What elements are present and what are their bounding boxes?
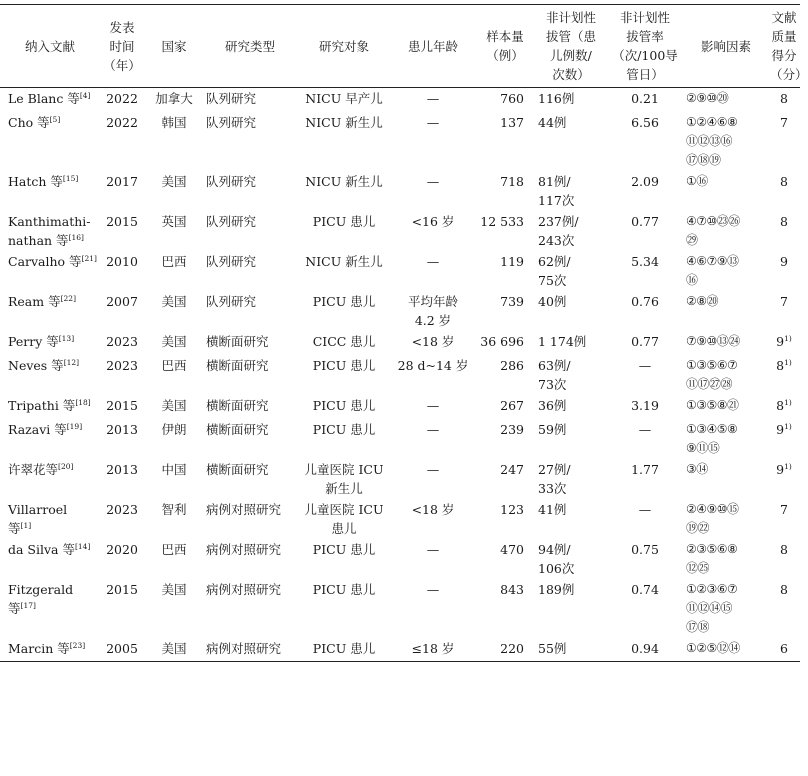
cell-rate: 3.19 — [631, 397, 659, 413]
cell-year: 2017 — [106, 173, 138, 189]
cell-subject: PICU 患儿 — [312, 640, 376, 656]
citation-ref: [23] — [69, 640, 86, 650]
cell-subject: 儿童医院 ICU 患儿 — [304, 501, 384, 536]
cell-year: 2015 — [106, 397, 138, 413]
table-row — [0, 331, 800, 355]
table-row — [0, 539, 800, 579]
score-note: 1) — [784, 357, 792, 367]
header-subject: 研究对象 — [318, 38, 369, 54]
cell-year: 2015 — [106, 213, 138, 229]
cell-sample: 267 — [500, 397, 524, 413]
cell-study: da Silva 等[14] — [8, 541, 91, 557]
cell-country: 巴西 — [161, 541, 187, 557]
cell-factors: ①②③⑥⑦ ⑪⑫⑭⑮ ⑰⑱ — [686, 581, 738, 634]
cell-score: 8 — [780, 91, 788, 106]
cell-score: 9$^{1)}$ — [776, 421, 792, 437]
table-row — [0, 579, 800, 638]
citation-ref: [19] — [66, 421, 83, 431]
cell-score: 8$^{1)}$ — [776, 397, 792, 413]
cell-rate: 0.76 — [631, 293, 659, 309]
cell-age: ≤18 岁 — [411, 640, 455, 656]
cell-type: 病例对照研究 — [206, 501, 282, 517]
cell-age: — — [426, 541, 440, 557]
citation-ref: [17] — [20, 600, 36, 610]
cell-rate: 0.75 — [631, 541, 659, 557]
cell-year: 2005 — [106, 640, 138, 656]
cell-factors: ①⑯ — [686, 173, 708, 188]
cell-type: 横断面研究 — [206, 461, 269, 477]
cell-score: 8 — [780, 581, 788, 597]
cell-subject: PICU 患儿 — [312, 213, 376, 229]
cell-country: 中国 — [161, 461, 187, 477]
cell-sample: 220 — [500, 640, 524, 656]
cell-type: 队列研究 — [206, 293, 257, 309]
header-score: 文献 质量 得分 （分） — [770, 10, 808, 82]
cell-sample: 137 — [500, 114, 524, 130]
cell-sample: 718 — [500, 173, 524, 189]
cell-subject: NICU 新生儿 — [305, 114, 383, 130]
cell-factors: ②④⑨⑩⑮ ⑲㉒ — [686, 501, 739, 535]
cell-subject: PICU 患儿 — [312, 421, 376, 437]
cell-ue: 41例 — [538, 501, 567, 517]
cell-factors: ④⑦⑩㉓㉖ ㉙ — [686, 213, 740, 247]
cell-ue: 94例/ 106次 — [538, 541, 575, 576]
cell-age: — — [426, 581, 440, 597]
cell-sample: 119 — [500, 253, 524, 269]
table-row — [0, 112, 800, 171]
cell-ue: 55例 — [538, 640, 567, 656]
cell-rate: 5.34 — [631, 253, 659, 269]
cell-country: 美国 — [161, 640, 187, 656]
citation-ref: [18] — [75, 397, 91, 407]
citation-ref: [5] — [49, 114, 61, 124]
cell-score: 9$^{1)}$ — [776, 461, 792, 477]
cell-sample: 286 — [500, 357, 524, 373]
cell-factors: ①②④⑥⑧ ⑪⑫⑬⑯ ⑰⑱⑲ — [686, 114, 738, 167]
cell-year: 2020 — [106, 541, 138, 557]
cell-year: 2007 — [106, 293, 138, 309]
cell-factors: ②⑧⑳ — [686, 293, 719, 308]
cell-factors: ①②⑤⑫⑭ — [686, 640, 740, 655]
cell-ue: 59例 — [538, 421, 567, 437]
cell-study: 许翠花等[20] — [8, 461, 74, 477]
cell-subject: PICU 患儿 — [312, 581, 376, 597]
cell-study: Fitzgerald 等[17] — [8, 581, 74, 616]
cell-year: 2023 — [106, 501, 138, 517]
cell-ue: 237例/ 243次 — [538, 213, 579, 248]
cell-age: — — [426, 253, 440, 269]
cell-factors: ③⑭ — [686, 461, 708, 476]
cell-subject: CICC 患儿 — [312, 333, 376, 349]
citation-ref: [16] — [68, 232, 84, 242]
cell-rate: 0.77 — [631, 213, 659, 229]
cell-score: 9 — [780, 253, 788, 269]
cell-score: 7 — [780, 293, 788, 309]
cell-rate: 1.77 — [631, 461, 659, 477]
score-note: 1) — [784, 461, 792, 471]
cell-age: 平均年龄 4.2 岁 — [407, 293, 458, 328]
cell-year: 2013 — [106, 461, 138, 477]
cell-score: 7 — [780, 501, 788, 517]
cell-rate: 0.21 — [631, 91, 659, 106]
cell-country: 美国 — [161, 397, 187, 413]
cell-country: 加拿大 — [155, 91, 193, 106]
cell-type: 横断面研究 — [206, 333, 269, 349]
header-row — [0, 5, 800, 88]
cell-subject: NICU 新生儿 — [305, 173, 383, 189]
cell-subject: NICU 新生儿 — [305, 253, 383, 269]
cell-year: 2022 — [106, 91, 138, 106]
cell-year: 2013 — [106, 421, 138, 437]
header-sample: 样本量 （例） — [486, 29, 524, 63]
citation-ref: [15] — [62, 173, 79, 183]
literature-table — [0, 4, 808, 662]
cell-rate: 2.09 — [631, 173, 659, 189]
table-row — [0, 291, 800, 331]
cell-sample: 36 696 — [480, 333, 524, 349]
cell-year: 2023 — [106, 333, 138, 349]
cell-rate: 0.94 — [631, 640, 659, 656]
cell-factors: ①③④⑤⑧ ⑨⑪⑮ — [686, 421, 738, 455]
cell-sample: 470 — [500, 541, 524, 557]
cell-age: — — [426, 421, 440, 437]
cell-score: 6 — [780, 640, 788, 656]
cell-study: Neves 等[12] — [8, 357, 80, 373]
cell-rate: 0.77 — [631, 333, 659, 349]
header-country: 国家 — [161, 38, 187, 54]
cell-ue: 62例/ 75次 — [538, 253, 571, 288]
cell-score: 7 — [780, 114, 788, 130]
cell-ue: 189例 — [538, 581, 575, 597]
cell-age: <16 岁 — [411, 213, 455, 229]
cell-subject: NICU 早产儿 — [305, 91, 383, 106]
cell-study: Tripathi 等[18] — [8, 397, 91, 413]
cell-age: — — [426, 397, 440, 413]
cell-rate: — — [638, 357, 652, 373]
cell-subject: PICU 患儿 — [312, 357, 376, 373]
header-ue: 非计划性 拔管（患 儿例数/ 次数） — [545, 10, 596, 82]
cell-study: Razavi 等[19] — [8, 421, 83, 437]
cell-country: 美国 — [161, 333, 187, 349]
cell-sample: 760 — [500, 91, 524, 106]
cell-study: Ream 等[22] — [8, 293, 76, 309]
cell-study: Carvalho 等[21] — [8, 253, 97, 269]
score-note: 1) — [784, 421, 792, 431]
citation-ref: [12] — [63, 357, 80, 367]
cell-ue: 36例 — [538, 397, 567, 413]
cell-rate: — — [638, 421, 652, 437]
cell-type: 病例对照研究 — [206, 541, 282, 557]
cell-rate: 0.74 — [631, 581, 659, 597]
cell-sample: 123 — [500, 501, 524, 517]
cell-score: 9$^{1)}$ — [776, 333, 792, 349]
header-year: 发表 时间 （年） — [103, 19, 141, 73]
cell-type: 队列研究 — [206, 173, 257, 189]
cell-score: 8 — [780, 173, 788, 189]
cell-country: 英国 — [161, 213, 187, 229]
cell-ue: 1 174例 — [538, 333, 587, 349]
cell-study: Perry 等[13] — [8, 333, 75, 349]
cell-type: 病例对照研究 — [206, 581, 282, 597]
cell-study: Villarroel 等[1] — [8, 501, 68, 536]
citation-ref: [4] — [79, 90, 91, 100]
header-rate: 非计划性 拔管率 （次/100导 管日） — [612, 10, 678, 82]
cell-sample: 739 — [500, 293, 524, 309]
cell-age: — — [426, 114, 440, 130]
cell-ue: 27例/ 33次 — [538, 461, 571, 496]
cell-type: 横断面研究 — [206, 421, 269, 437]
cell-ue: 44例 — [538, 114, 567, 130]
score-note: 1) — [784, 333, 792, 343]
cell-ue: 116例 — [538, 91, 575, 106]
cell-year: 2015 — [106, 581, 138, 597]
cell-subject: PICU 患儿 — [312, 397, 376, 413]
cell-country: 美国 — [161, 293, 187, 309]
cell-age: — — [426, 461, 440, 477]
cell-ue: 63例/ 73次 — [538, 357, 571, 392]
cell-score: 8$^{1)}$ — [776, 357, 792, 373]
table-row — [0, 638, 800, 662]
cell-study: Marcin 等[23] — [8, 640, 86, 656]
cell-rate: — — [638, 501, 652, 517]
cell-factors: ②③⑤⑥⑧ ⑫㉕ — [686, 541, 738, 575]
cell-country: 伊朗 — [161, 421, 187, 437]
table-row — [0, 459, 800, 499]
cell-factors: ④⑥⑦⑨⑬ ⑯ — [686, 253, 739, 287]
citation-ref: [20] — [58, 461, 74, 471]
cell-country: 巴西 — [161, 253, 187, 269]
citation-ref: [13] — [58, 333, 75, 343]
cell-type: 队列研究 — [206, 213, 257, 229]
cell-year: 2022 — [106, 114, 138, 130]
citation-ref: [21] — [81, 253, 97, 263]
cell-study: Le Blanc 等[4] — [8, 90, 91, 106]
table-row — [0, 211, 800, 251]
cell-country: 美国 — [161, 581, 187, 597]
cell-country: 美国 — [161, 173, 187, 189]
header-factors: 影响因素 — [700, 38, 751, 54]
cell-sample: 843 — [500, 581, 524, 597]
cell-age: 28 d~14 岁 — [397, 357, 469, 373]
cell-country: 韩国 — [161, 114, 187, 130]
cell-year: 2023 — [106, 357, 138, 373]
table-row — [0, 171, 800, 211]
cell-age: <18 岁 — [411, 501, 455, 517]
cell-year: 2010 — [106, 253, 138, 269]
cell-age: — — [426, 91, 440, 106]
table-row — [0, 395, 800, 419]
cell-score: 8 — [780, 213, 788, 229]
citation-ref: [14] — [74, 541, 91, 551]
cell-factors: ②⑨⑩⑳ — [686, 91, 729, 105]
cell-factors: ①③⑤⑥⑦ ⑪⑰㉗㉘ — [686, 357, 738, 391]
cell-factors: ⑦⑨⑩⑬㉔ — [686, 333, 740, 348]
table-row — [0, 251, 800, 291]
table-row — [0, 355, 800, 395]
cell-country: 巴西 — [161, 357, 187, 373]
cell-subject: PICU 患儿 — [312, 293, 376, 309]
header-type: 研究类型 — [224, 38, 275, 54]
cell-type: 横断面研究 — [206, 397, 269, 413]
table-row — [0, 88, 800, 112]
table-row — [0, 499, 800, 539]
cell-country: 智利 — [161, 501, 187, 517]
cell-ue: 40例 — [538, 293, 567, 309]
cell-factors: ①③⑤⑧㉑ — [686, 397, 739, 412]
header-age: 患儿年龄 — [407, 38, 458, 54]
citation-ref: [22] — [60, 293, 76, 303]
cell-type: 病例对照研究 — [206, 640, 282, 656]
cell-ue: 81例/ 117次 — [538, 173, 575, 208]
cell-sample: 12 533 — [480, 213, 524, 229]
score-note: 1) — [784, 397, 792, 407]
cell-age: <18 岁 — [411, 333, 455, 349]
cell-type: 队列研究 — [206, 114, 257, 130]
citation-ref: [1] — [20, 520, 32, 530]
cell-sample: 239 — [500, 421, 524, 437]
cell-subject: 儿童医院 ICU 新生儿 — [304, 461, 384, 496]
cell-type: 横断面研究 — [206, 357, 269, 373]
header-study: 纳入文献 — [24, 38, 75, 54]
cell-subject: PICU 患儿 — [312, 541, 376, 557]
cell-type: 队列研究 — [206, 91, 257, 106]
cell-study: Cho 等[5] — [8, 114, 61, 130]
table-row — [0, 419, 800, 459]
cell-rate: 6.56 — [631, 114, 659, 130]
cell-age: — — [426, 173, 440, 189]
cell-score: 8 — [780, 541, 788, 557]
cell-sample: 247 — [500, 461, 524, 477]
cell-study: Hatch 等[15] — [8, 173, 79, 189]
cell-type: 队列研究 — [206, 253, 257, 269]
table-body — [0, 88, 800, 662]
cell-study: Kanthimathi- nathan 等[16] — [8, 213, 91, 248]
